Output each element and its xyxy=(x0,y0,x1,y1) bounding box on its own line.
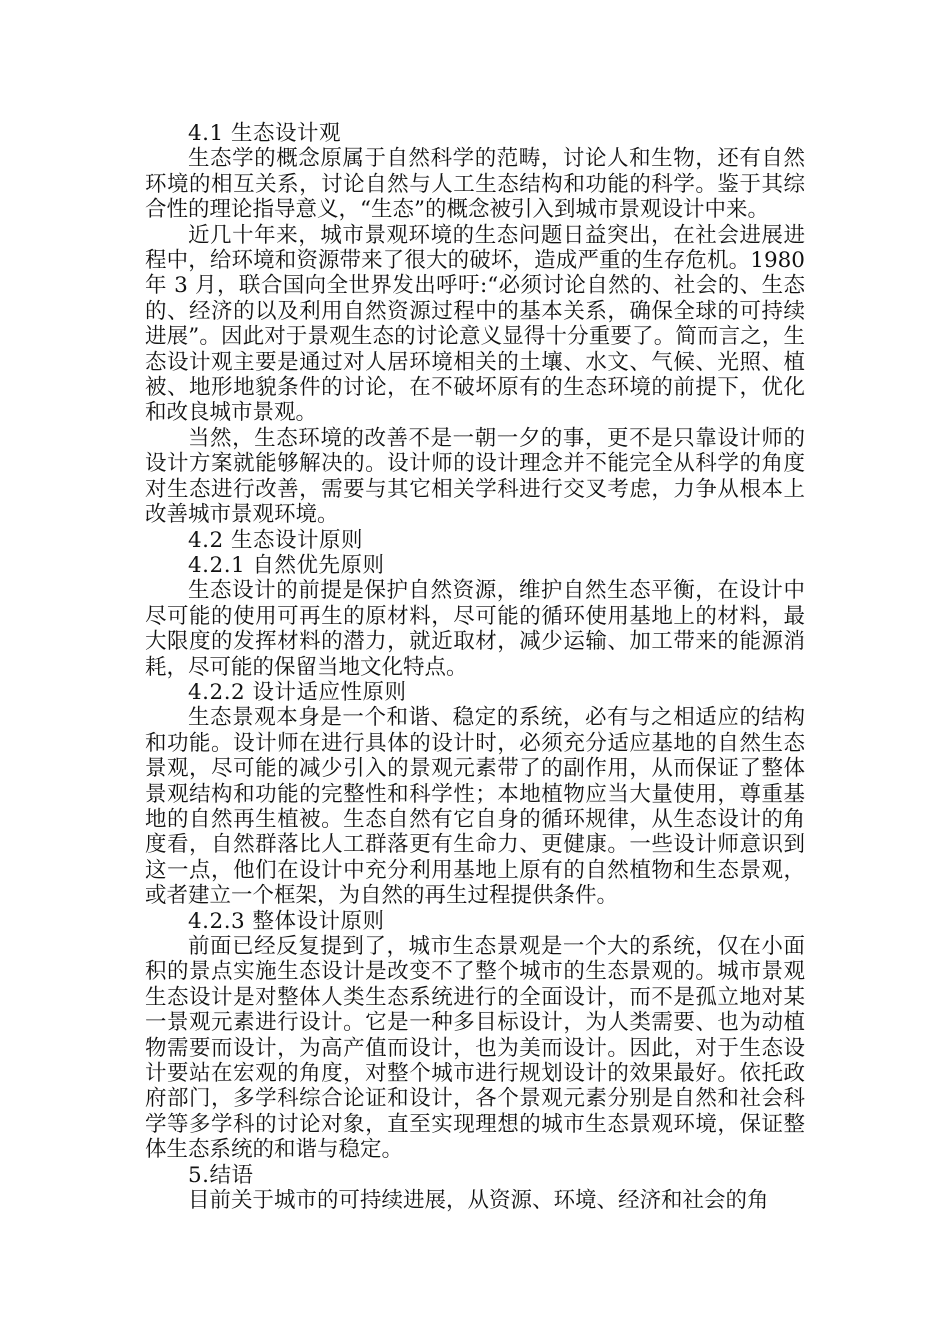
section-heading: 5.结语 xyxy=(188,1162,254,1188)
subsection-heading: 4.2.1 自然优先原则 xyxy=(188,552,385,578)
paragraph: 近几十年来，城市景观环境的生态问题日益突出，在社会进展进程中，给环境和资源带来了很大的破坏，造成严重的生存危机。1980 年 3 月，联合国向全世界发出呼吁:“必须讨论自然的、社会的、生态的、经济的以及利用自然资源过程中的基本关系，确保全球的可持续进展”。因此对于景观生态的讨论意义显得十分重要了。简而言之，生态设计观主要是通过对人居环境相关的土壤、水文、气候、光照、植被、地形地貌条件的讨论，在不破坏原有的生态环境的前提下，优化和改良城市景观。 xyxy=(145,222,805,426)
subsection-heading: 4.2.3 整体设计原则 xyxy=(188,908,385,934)
paragraph: 前面已经反复提到了，城市生态景观是一个大的系统，仅在小面积的景点实施生态设计是改变不了整个城市的生态景观的。城市景观生态设计是对整体人类生态系统进行的全面设计，而不是孤立地对某一景观元素进行设计。它是一种多目标设计，为人类需要、也为动植物需要而设计，为高产值而设计，也为美而设计。因此，对于生态设计要站在宏观的角度，对整个城市进行规划设计的效果最好。依托政府部门，多学科综合论证和设计，各个景观元素分别是自然和社会科学等多学科的讨论对象，直至实现理想的城市生态景观环境，保证整体生态系统的和谐与稳定。 xyxy=(145,934,805,1163)
paragraph: 生态学的概念原属于自然科学的范畴，讨论人和生物，还有自然环境的相互关系，讨论自然与人工生态结构和功能的科学。鉴于其综合性的理论指导意义，“生态”的概念被引入到城市景观设计中来。 xyxy=(145,146,805,223)
document-body xyxy=(145,121,805,1213)
subsection-heading: 4.2.2 设计适应性原则 xyxy=(188,679,407,705)
paragraph: 目前关于城市的可持续进展，从资源、环境、经济和社会的角 xyxy=(188,1188,769,1214)
section-heading: 4.2 生态设计原则 xyxy=(188,527,364,553)
paragraph: 生态景观本身是一个和谐、稳定的系统，必有与之相适应的结构和功能。设计师在进行具体的设计时，必须充分适应基地的自然生态景观，尽可能的减少引入的景观元素带了的副作用，从而保证了整体景观结构和功能的完整性和科学性；本地植物应当大量使用，尊重基地的自然再生植被。生态自然有它自身的循环规律，从生态设计的角度看，自然群落比人工群落更有生命力、更健康。一些设计师意识到这一点，他们在设计中充分利用基地上原有的自然植物和生态景观，或者建立一个框架，为自然的再生过程提供条件。 xyxy=(145,705,805,909)
paragraph: 生态设计的前提是保护自然资源，维护自然生态平衡，在设计中尽可能的使用可再生的原材料，尽可能的循环使用基地上的材料，最大限度的发挥材料的潜力，就近取材，减少运输、加工带来的能源消耗，尽可能的保留当地文化特点。 xyxy=(145,578,805,680)
section-heading: 4.1 生态设计观 xyxy=(188,121,342,146)
paragraph: 当然，生态环境的改善不是一朝一夕的事，更不是只靠设计师的设计方案就能够解决的。设计师的设计理念并不能完全从科学的角度对生态进行改善，需要与其它相关学科进行交叉考虑，力争从根本上改善城市景观环境。 xyxy=(145,425,805,528)
